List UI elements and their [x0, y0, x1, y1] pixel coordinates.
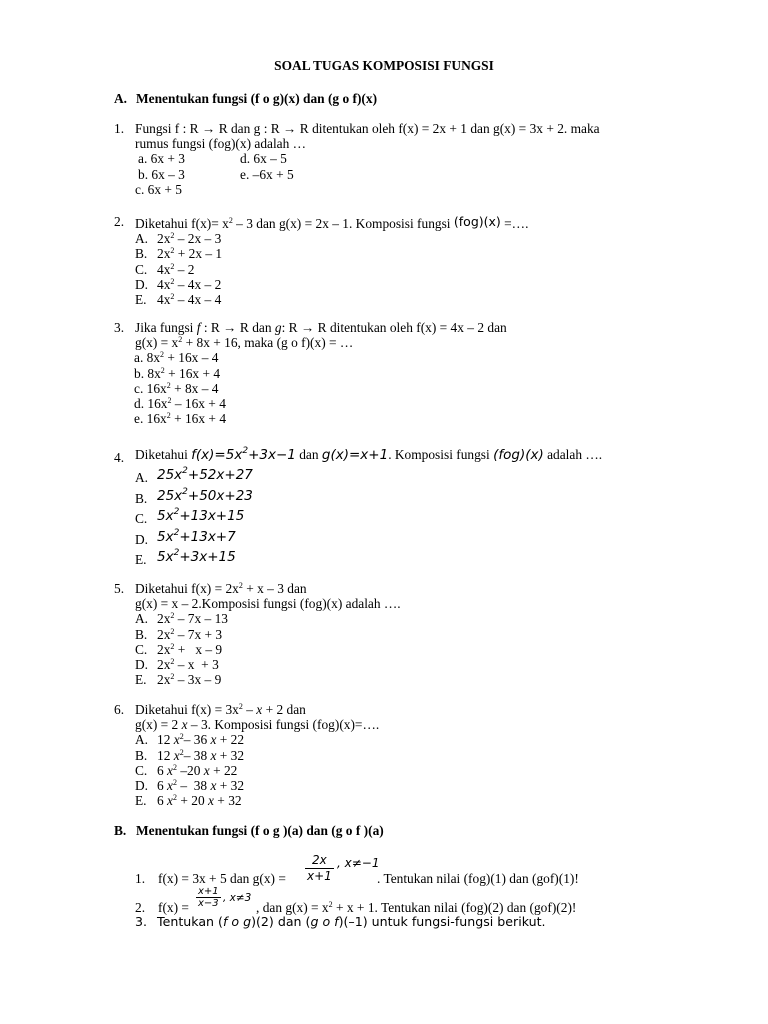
option-item: A. $2x^2 - 7x - 13$: [135, 611, 228, 627]
option-item: E. $2x^2 - 3x - 9$: [135, 672, 222, 688]
math-expression: $5x^2+13x+15$: [157, 507, 245, 525]
option-item: D. $2x^2 - x + 3$: [135, 657, 219, 673]
question-6: [114, 702, 654, 808]
math-fog-x: (fog)(x): [453, 214, 501, 229]
section-a-title: Menentukan fungsi (f o g)(x) dan (g o f)(x): [136, 91, 378, 106]
option-item: b. $8x^2 + 16x + 4$: [134, 365, 221, 381]
option-c: c. 6x + 5: [135, 181, 182, 197]
question-text: g(x) = 2 x – 3. Komposisi fungsi (fog)(x)=….: [135, 717, 380, 733]
option-item: C. $4x^2 - 2$: [135, 261, 195, 277]
fraction: $\frac{x+1}{x-3}$: [198, 886, 219, 909]
question-text: Fungsi f : R → R dan g : R → R ditentukan oleh f(x) = 2x + 1 dan g(x) = 3x + 2. maka: [135, 121, 600, 136]
math-fx: $f(x)=5x^2+3x-1$: [191, 446, 296, 463]
option-item: A. 12 $x^2-$ 36 x + 22: [135, 732, 245, 748]
option-b: b. 6x – 3: [138, 166, 185, 182]
question-text: Diketahui $f(x) = 2x^2 + x - 3$ dan: [135, 581, 307, 596]
question-number: 2.: [114, 214, 125, 229]
question-3: [114, 320, 654, 426]
option-item: c. $16x^2 + 8x - 4$: [134, 380, 219, 396]
math-gx: g(x)=x+1: [321, 447, 389, 463]
option-item: A. $25x^2+52x+27$: [135, 466, 253, 486]
option-item: C. $5x^2+13x+15$: [135, 507, 245, 527]
option-item: D. $5x^2+13x+7$: [135, 527, 236, 547]
question-b-2: [135, 886, 655, 914]
domain-condition: , x≠−1: [337, 856, 380, 870]
math-fog-x: (fog)(x): [493, 447, 544, 463]
question-text: 3. Tentukan (f o g)(2) dan (g o f)(–1) untuk fungsi-fungsi berikut.: [135, 914, 546, 929]
question-5: [114, 581, 654, 687]
fraction: $\frac{2x}{x+1}$: [307, 853, 332, 884]
option-d: d. 6x – 5: [240, 151, 287, 167]
option-item: E. $5x^2+3x+15$: [135, 548, 236, 568]
question-text: 1. f(x) = 3x + 5 dan g(x) = $\frac{2x}{x+1}$ , x≠−1 . Tentukan nilai (fog)(1) dan (gof)(1)!: [135, 853, 579, 886]
option-item: A. $2x^2 - 2x - 3$: [135, 231, 222, 247]
option-item: C. $2x^2 + x - 9$: [135, 641, 223, 657]
question-b-3: [135, 914, 655, 929]
option-item: a. $8x^2 + 16x - 4$: [134, 350, 219, 366]
section-b-label: B.: [114, 823, 127, 838]
math-expression: $5x^2+3x+15$: [157, 548, 236, 566]
question-text: rumus fungsi (fog)(x) adalah …: [135, 136, 307, 152]
option-item: B. 12 $x^2-$ 38 x + 32: [135, 747, 245, 763]
question-number: 3.: [114, 320, 125, 335]
question-number: 3.: [135, 914, 148, 929]
math-expression: $25x^2+50x+23$: [157, 486, 253, 504]
question-4: [114, 447, 674, 568]
question-1: [114, 121, 654, 197]
section-b-title: Menentukan fungsi (f o g )(a) dan (g o f )(a): [136, 823, 384, 838]
question-number: 4.: [114, 450, 125, 465]
domain-condition: , x≠3: [223, 892, 252, 904]
option-item: E. $4x^2 - 4x - 4$: [135, 292, 222, 308]
question-text: Diketahui $f(x) = 3x^2 - x + 2$ dan: [135, 702, 306, 717]
question-number: 1.: [114, 121, 125, 136]
question-text: 2. f(x) = $\frac{x+1}{x-3}$ , x≠3 , dan $g(x) = x^2 + x + 1$. Tentukan nilai (fog)(2) dan (gof)(2)!: [135, 886, 577, 915]
question-number: 1.: [135, 871, 146, 886]
question-b-1: [135, 853, 655, 889]
question-text: Diketahui $f(x)= x^2 - 3$ dan g(x) = 2x – 1. Komposisi fungsi (fog)(x) =….: [135, 214, 529, 231]
question-text: $g(x) = x^2 + 8x + 16$, maka (g o f)(x) = …: [135, 335, 354, 351]
math-expression: $5x^2+13x+7$: [157, 527, 236, 545]
section-a-label: A.: [114, 91, 128, 106]
option-item: D. 6 $x^2 - 38$ x + 32: [135, 778, 245, 794]
option-row: [135, 151, 654, 166]
question-2: [114, 214, 654, 307]
option-item: e. $16x^2 + 16x + 4$: [134, 411, 227, 427]
option-e: e. –6x + 5: [240, 166, 294, 182]
option-row: [135, 167, 654, 182]
question-number: 6.: [114, 702, 125, 717]
section-a-heading: [114, 91, 377, 107]
option-item: D. $4x^2 - 4x - 2$: [135, 276, 222, 292]
option-item: C. 6 $x^2$ –20 x + 22: [135, 762, 238, 778]
page-title: SOAL TUGAS KOMPOSISI FUNGSI: [274, 58, 494, 73]
math-expression: $25x^2+52x+27$: [157, 466, 253, 484]
question-text: Jika fungsi f : R → R dan g: R → R ditentukan oleh f(x) = 4x – 2 dan: [135, 320, 507, 335]
option-item: B. $2x^2 + 2x - 1$: [135, 246, 223, 262]
option-a: a. 6x + 3: [138, 151, 185, 167]
option-item: d. $16x^2 - 16x + 4$: [134, 396, 226, 412]
option-item: B. $25x^2+50x+23$: [135, 486, 253, 506]
section-b-heading: [114, 823, 384, 839]
question-text: g(x) = x – 2.Komposisi fungsi (fog)(x) adalah ….: [135, 596, 401, 612]
question-number: 2.: [135, 900, 146, 915]
option-item: E. 6 $x^2 + 20$ x + 32: [135, 793, 242, 809]
question-number: 5.: [114, 581, 125, 596]
option-item: B. $2x^2 - 7x + 3$: [135, 626, 223, 642]
question-text: Diketahui $f(x)=5x^2+3x-1$ dan g(x)=x+1. Komposisi fungsi (fog)(x) adalah ….: [135, 446, 603, 463]
